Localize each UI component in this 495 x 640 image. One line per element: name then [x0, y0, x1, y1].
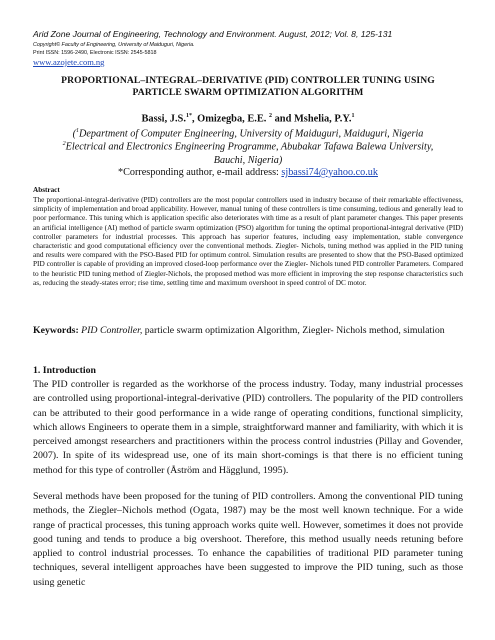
- keywords-label: Keywords:: [33, 325, 79, 336]
- author-1-mark: 1*: [185, 113, 192, 119]
- keywords-italic: PID Controller,: [78, 325, 143, 336]
- corresponding-author: [33, 167, 463, 178]
- corresponding-email-link[interactable]: sjbassi74@yahoo.co.uk: [281, 167, 378, 178]
- keywords: [33, 324, 463, 338]
- affiliation-1: ($^1$Department of Computer Engineering, University of Maiduguri, Maiduguri, Nigeria: [72, 128, 424, 140]
- intro-paragraph-2: Several methods have been proposed for the tuning of PID controllers. Among the conventional PID tuning methods, the Ziegler–Nichols method (Ogata, 1987) may be the most well known technique. For a wide range of practical processes, this tuning approach works quite well. However, sometimes it does not provide good tuning and tends to produce a big overshoot. Therefore, this method usually needs retuning before applied to control industrial processes. To enhance the capabilities of traditional PID parameter tuning techniques, several intelligent approaches have been suggested to improve the PID tuning, such as those using genetic: [33, 491, 463, 588]
- keywords-rest: particle swarm optimization Algorithm, Ziegler- Nichols method, simulation: [142, 325, 445, 336]
- author-list: [33, 113, 463, 124]
- copyright-line: Copyright© Faculty of Engineering, University of Maiduguri, Nigeria.: [33, 42, 195, 48]
- author-1: Bassi, J.S.: [141, 113, 186, 125]
- affiliation-1-text: Department of Computer Engineering, University of Maiduguri, Maiduguri, Nigeria: [79, 128, 424, 140]
- author-2-mark: 2: [269, 113, 273, 119]
- affiliation-1-mark: 1: [76, 128, 80, 134]
- affiliation-2-mark: 2: [62, 141, 66, 147]
- corresponding-label: *Corresponding author, e-mail address:: [118, 167, 282, 178]
- abstract-text: The proportional-integral-derivative (PID) controllers are the most popular controllers used in industry because of their remarkable effectiveness, simplicity of implementation and broad applicability. However, manual tuning of these controllers is time consuming, tedious and generally lead to poor performance. This tuning which is application specific also deteriorates with time as a result of plant parameter changes. This paper presents an artificial intelligence (AI) method of particle swarm optimization (PSO) algorithm for tuning the optimal proportional-integral derivative (PID) controller parameters for industrial processes. This approach has superior features, including easy implementation, stable convergence characteristic and good computational efficiency over the conventional methods. Ziegler- Nichols, tuning method was applied in the PID tuning and results were compared with the PSO-Based PID for optimum control. Simulation results are presented to show that the PSO-Based optimized PID controller is capable of providing an improved closed-loop performance over the Ziegler- Nichols tuned PID controller Parameters. Compared to the heuristic PID tuning method of Ziegler-Nichols, the proposed method was more efficient in improving the step response characteristics such as, reducing the steady-states error; rise time, settling time and maximum overshoot in speed control of DC motor.: [33, 195, 463, 287]
- affiliation-2-text: Electrical and Electronics Engineering Programme, Abubakar Tafawa Balewa University,: [65, 141, 434, 153]
- section-heading-introduction: 1. Introduction: [33, 365, 96, 376]
- intro-paragraph-1: The PID controller is regarded as the workhorse of the process industry. Today, many industrial processes are controlled using proportional-integral-derivative (PID) controllers. The popularity of the PID controllers can be attributed to their good performance in a wide range of operating conditions, functional simplicity, which allows Engineers to operate them in a simple, straightforward manner and familiarity, with which it is perceived amongst researchers and practitioners within the process control industries (Pillay and Govender, 2007). In spite of its widespread use, one of its main short-comings is that there is no efficient tuning method for this type of controller (Åström and Hägglund, 1995).: [33, 379, 463, 476]
- affiliation-2-continued: Bauchi, Nigeria): [213, 155, 283, 166]
- author-3-mark: 1: [351, 113, 355, 119]
- affiliation-2: [33, 141, 463, 152]
- abstract-heading: Abstract: [33, 186, 60, 194]
- journal-website-link[interactable]: www.azojete.com.ng: [33, 57, 105, 67]
- author-3: and Mshelia, P.Y.: [272, 113, 352, 125]
- author-2: , Omizegba, E.E.: [191, 113, 267, 125]
- paper-title-line-2: PARTICLE SWARM OPTIMIZATION ALGORITHM: [132, 87, 364, 98]
- issn-line: Print ISSN: 1596-2490, Electronic ISSN: 2545-5818: [33, 50, 157, 56]
- journal-citation: Arid Zone Journal of Engineering, Technology and Environment. August, 2012; Vol. 8, 125-131: [33, 29, 393, 39]
- paper-title-line-1: PROPORTIONAL–INTEGRAL–DERIVATIVE (PID) CONTROLLER TUNING USING: [61, 75, 435, 86]
